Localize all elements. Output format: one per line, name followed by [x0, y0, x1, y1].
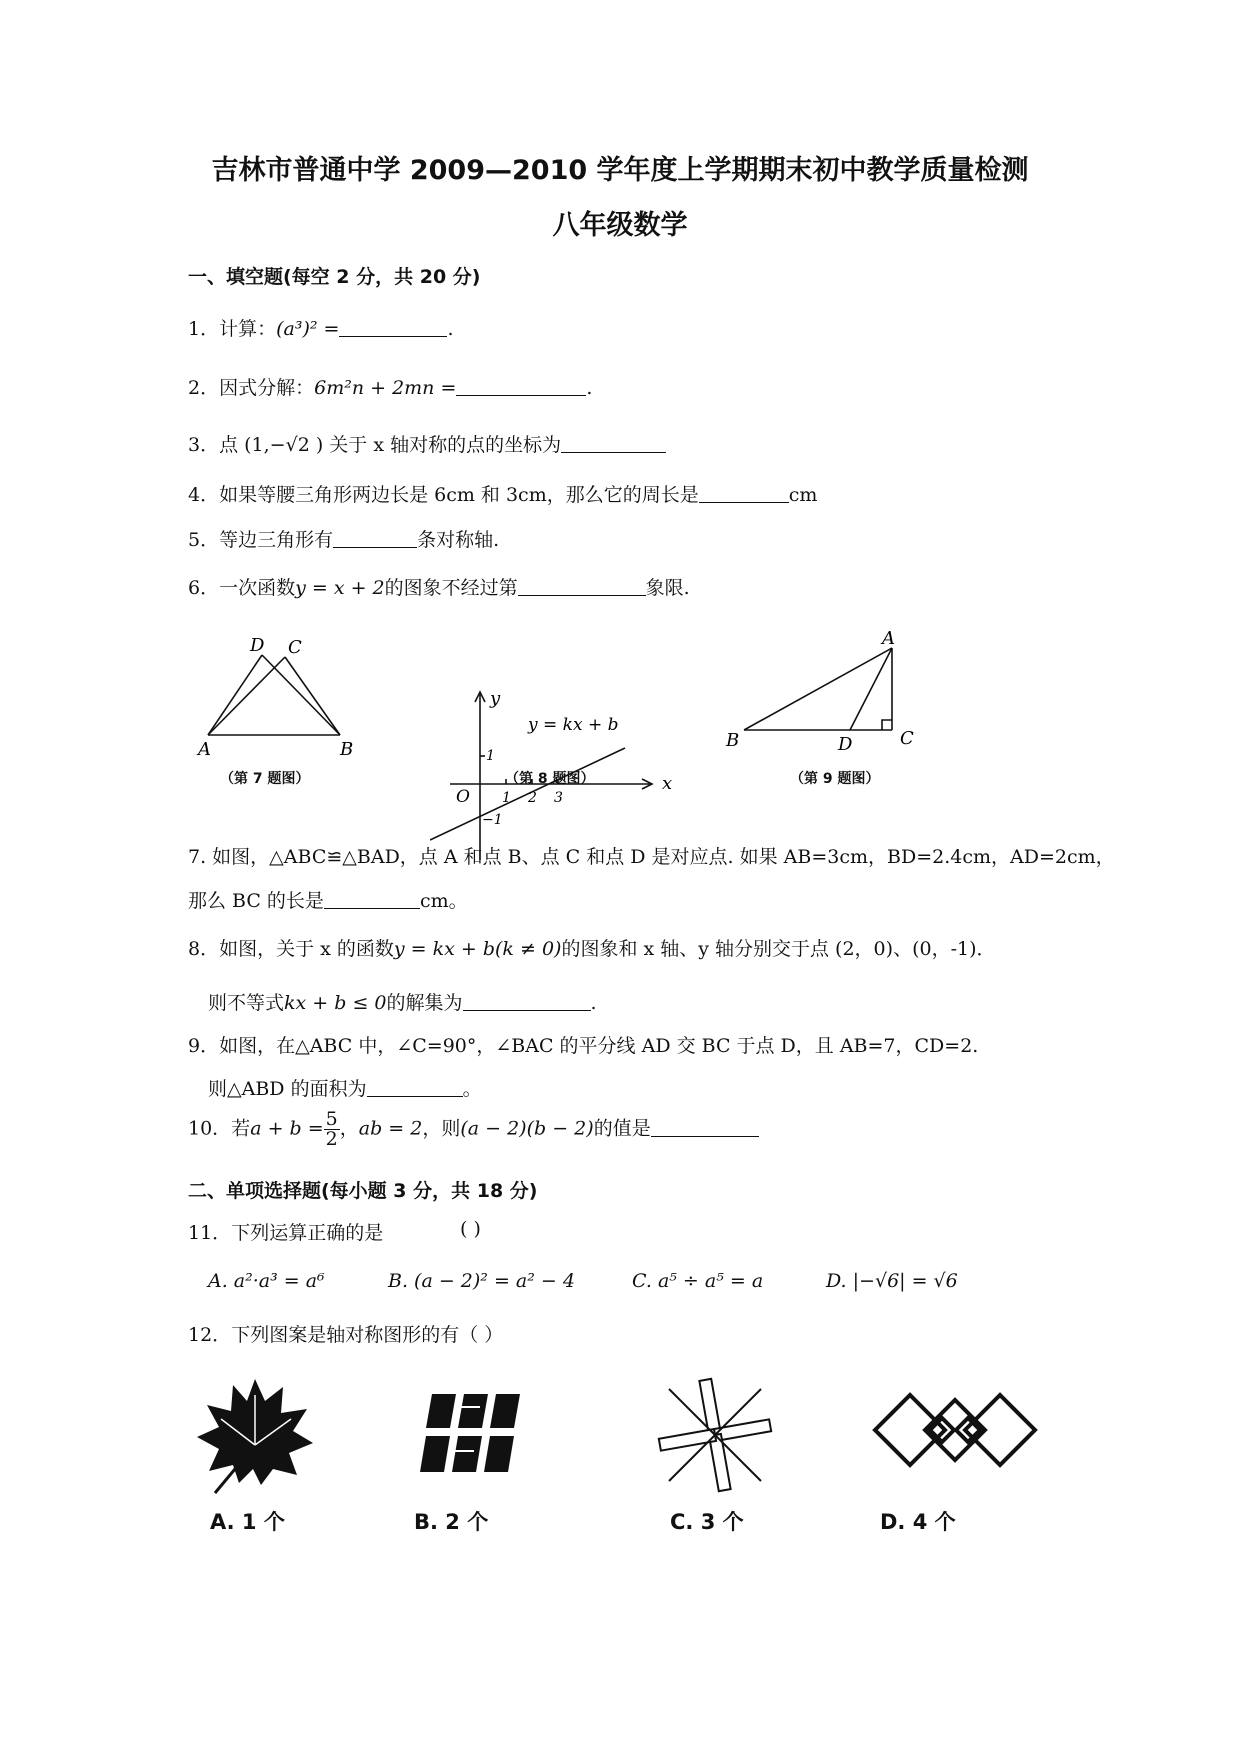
math-expression: (a³)² =: [276, 318, 340, 340]
point-label-B: B: [340, 739, 354, 760]
question-5: [188, 525, 499, 552]
question-text-end: .: [590, 992, 597, 1014]
question-number: 6．: [188, 577, 220, 599]
math-expression: (a − 2)(b − 2): [460, 1117, 594, 1140]
y-axis-label: y: [490, 690, 501, 709]
question-3: [188, 430, 666, 457]
question-2: [188, 373, 592, 400]
question-7-line-2: [188, 886, 468, 913]
question-number: 4．: [188, 484, 220, 506]
question-text: 若: [231, 1117, 251, 1140]
question-text: 点 (1,−√2 ) 关于 x 轴对称的点的坐标为: [219, 434, 562, 456]
option-11-a[interactable]: A. a²·a³ = a⁶: [208, 1270, 325, 1292]
point-label-C: C: [900, 728, 914, 749]
math-expression: y = kx + b(k ≠ 0): [393, 938, 562, 960]
answer-blank[interactable]: [561, 434, 666, 453]
math-expression: y = x + 2: [295, 577, 385, 599]
math-expression: a + b =: [250, 1117, 324, 1140]
x-tick-2: 2: [528, 790, 537, 806]
question-text: 因式分解：: [219, 377, 315, 399]
windmill-pattern-icon: [655, 1375, 775, 1495]
answer-blank[interactable]: [367, 1078, 463, 1097]
fraction-numerator: 5: [325, 1108, 338, 1130]
question-text-end: 。: [462, 1078, 482, 1100]
interlocking-diamonds-icon: [870, 1390, 1040, 1470]
exam-title: 吉林市普通中学 2009—2010 学年度上学期期末初中教学质量检测: [211, 155, 1029, 186]
point-label-A: A: [198, 739, 211, 760]
answer-blank[interactable]: [699, 484, 789, 503]
fraction: [324, 1110, 340, 1149]
question-text-end: .: [586, 377, 593, 399]
question-text-end: 条对称轴.: [417, 529, 500, 551]
question-number: 2．: [188, 377, 220, 399]
question-text: 如图，关于 x 的函数: [219, 938, 394, 960]
answer-blank[interactable]: [518, 577, 646, 596]
question-text: 的解集为: [386, 992, 463, 1014]
point-label-C: C: [288, 637, 302, 658]
figure-7: [190, 625, 410, 790]
question-text: 则不等式: [208, 992, 285, 1014]
question-number: 3．: [188, 434, 220, 456]
question-11-answer-paren[interactable]: ( ): [460, 1218, 481, 1240]
point-label-D: D: [250, 635, 265, 656]
question-8-line-2: [208, 988, 597, 1015]
origin-label: O: [456, 787, 470, 807]
figure-8-caption: （第 8 题图）: [505, 771, 595, 787]
question-text: 下列运算正确的是: [231, 1222, 384, 1244]
question-7-line-1: 7. 如图，△ABC≌△BAD，点 A 和点 B、点 C 和点 D 是对应点. 如果 AB=3cm，BD=2.4cm，AD=2cm，: [188, 846, 1115, 868]
question-text: 的值是: [593, 1117, 651, 1140]
answer-blank[interactable]: [463, 992, 591, 1011]
question-8-line-1: [188, 934, 996, 961]
figure-9-caption: （第 9 题图）: [790, 771, 880, 787]
parallelogram-tiles-icon: [420, 1390, 530, 1480]
question-text: ，则: [422, 1117, 461, 1140]
question-text: 那么 BC 的长是: [188, 890, 324, 912]
answer-blank[interactable]: [456, 377, 586, 396]
fraction-denominator: 2: [325, 1128, 338, 1150]
question-number: 8．: [188, 938, 220, 960]
question-text: ，: [339, 1117, 359, 1140]
question-number: 11．: [188, 1222, 232, 1244]
question-text: 如果等腰三角形两边长是 6cm 和 3cm，那么它的周长是: [219, 484, 699, 506]
question-number: 9．: [188, 1035, 220, 1057]
question-number: 12．: [188, 1324, 232, 1346]
question-number: 5．: [188, 529, 220, 551]
answer-blank[interactable]: [324, 890, 420, 909]
question-text: 下列图案是轴对称图形的有（ ）: [231, 1324, 504, 1346]
question-text-end: 象限.: [645, 577, 690, 599]
question-9-line-2: [208, 1074, 482, 1101]
math-expression: ab = 2: [358, 1117, 423, 1140]
x-tick-3: 3: [554, 790, 563, 806]
exam-subtitle: 八年级数学: [552, 210, 688, 241]
math-expression: kx + b ≤ 0: [284, 992, 387, 1014]
x-axis-label: x: [662, 773, 673, 794]
answer-blank[interactable]: [651, 1118, 759, 1137]
option-12-c[interactable]: C. 3 个: [670, 1510, 744, 1534]
question-number: 10．: [188, 1117, 232, 1140]
question-unit: cm: [788, 484, 818, 506]
question-text: 的图象和 x 轴、y 轴分别交于点 (2，0)、(0，-1)．: [561, 938, 996, 960]
question-12: [188, 1320, 503, 1347]
question-text: 一次函数: [219, 577, 296, 599]
maple-leaf-icon: [195, 1375, 315, 1495]
line-equation-label: y = kx + b: [528, 715, 619, 735]
figure-7-caption: （第 7 题图）: [220, 771, 310, 787]
option-12-b[interactable]: B. 2 个: [414, 1510, 489, 1534]
option-11-d[interactable]: D. |−√6| = √6: [826, 1270, 958, 1292]
y-tick-minus-1: −1: [482, 812, 503, 828]
point-label-A: A: [882, 630, 895, 649]
x-tick-1: 1: [502, 790, 511, 806]
y-tick-1: 1: [486, 748, 495, 764]
figure-9: [718, 630, 938, 770]
answer-blank[interactable]: [333, 529, 417, 548]
option-12-a[interactable]: A. 1 个: [210, 1510, 285, 1534]
question-text: 的图象不经过第: [384, 577, 518, 599]
section-multiple-choice-title: 二、单项选择题(每小题 3 分，共 18 分): [188, 1180, 538, 1202]
question-9-line-1: [188, 1031, 978, 1058]
section-fill-in-title: 一、填空题(每空 2 分，共 20 分): [188, 266, 481, 288]
question-4: [188, 480, 817, 507]
point-label-B: B: [726, 730, 740, 751]
question-6: [188, 573, 690, 600]
question-text: 等边三角形有: [219, 529, 334, 551]
answer-blank[interactable]: [339, 318, 447, 337]
question-text: 计算：: [219, 318, 277, 340]
question-number: 1．: [188, 318, 220, 340]
question-10: [188, 1110, 759, 1149]
question-text: 则△ABD 的面积为: [208, 1078, 367, 1100]
option-11-c[interactable]: C. a⁵ ÷ a⁵ = a: [632, 1270, 764, 1292]
option-12-d[interactable]: D. 4 个: [880, 1510, 956, 1534]
question-text: 如图，在△ABC 中，∠C=90°，∠BAC 的平分线 AD 交 BC 于点 D，且 AB=7，CD=2.: [219, 1035, 979, 1057]
math-expression: 6m²n + 2mn =: [314, 377, 457, 399]
point-label-D: D: [838, 734, 853, 755]
question-11: [188, 1218, 383, 1245]
option-11-b[interactable]: B. (a − 2)² = a² − 4: [388, 1270, 575, 1292]
question-unit: cm。: [419, 890, 468, 912]
question-1: 1．计算：(a³)² = .: [188, 318, 454, 340]
